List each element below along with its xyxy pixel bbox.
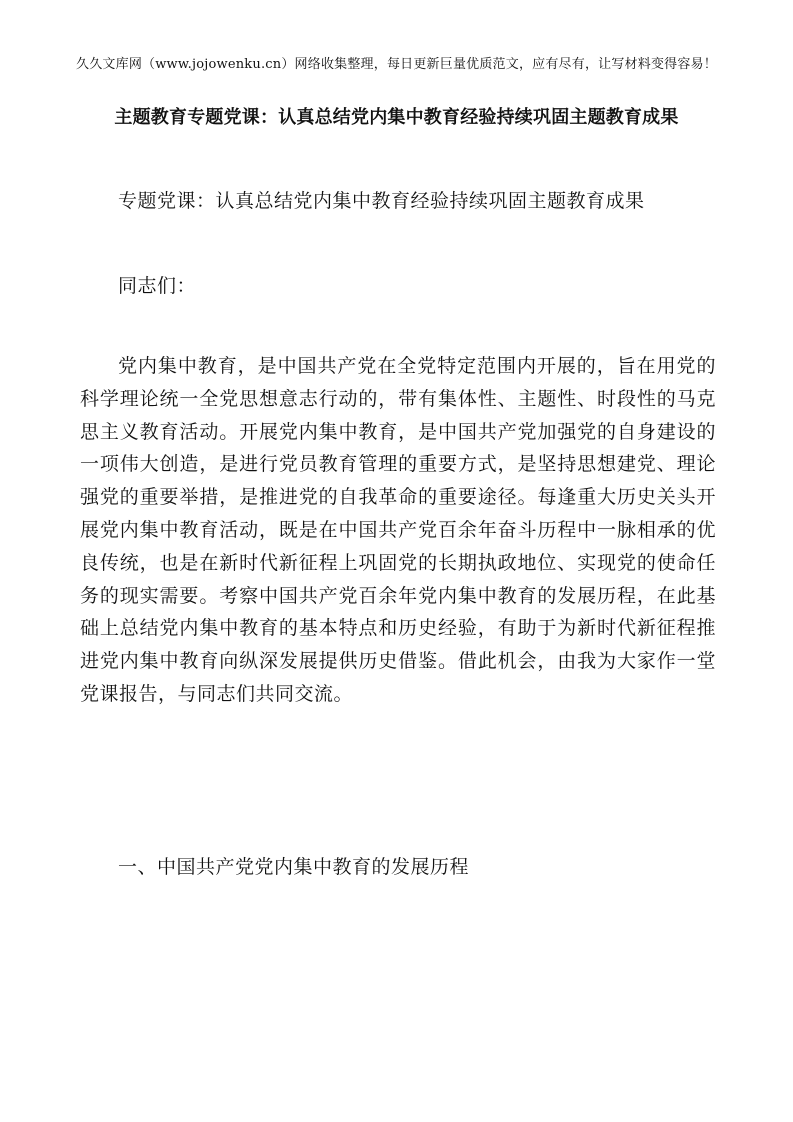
body-paragraph: 党内集中教育，是中国共产党在全党特定范围内开展的，旨在用党的科学理论统一全党思想意志行动的，带有集体性、主题性、时段性的马克思主义教育活动。开展党内集中教育，是中国共产党加强党的自身建设的一项伟大创造，是进行党员教育管理的重要方式，是坚持思想建党、理论强党的重要举措，是推进党的自我革命的重要途径。每逢重大历史关头开展党内集中教育活动，既是在中国共产党百余年奋斗历程中一脉相承的优良传统，也是在新时代新征程上巩固党的长期执政地位、实现党的使命任务的现实需要。考察中国共产党百余年党内集中教育的发展历程，在此基础上总结党内集中教育的基本特点和历史经验，有助于为新时代新征程推进党内集中教育向纵深发展提供历史借鉴。借此机会，由我为大家作一堂党课报告，与同志们共同交流。 bbox=[80, 355, 716, 705]
salutation: 同志们： bbox=[118, 275, 197, 297]
document-title: 主题教育专题党课：认真总结党内集中教育经验持续巩固主题教育成果 bbox=[114, 107, 679, 128]
section-heading: 一、中国共产党党内集中教育的发展历程 bbox=[118, 856, 470, 878]
document-subtitle: 专题党课：认真总结党内集中教育经验持续巩固主题教育成果 bbox=[118, 190, 645, 212]
website-notice: 久久文库网（www.jojowenku.cn）网络收集整理，每日更新巨量优质范文，应有尽有，让写材料变得容易！ bbox=[76, 57, 717, 72]
